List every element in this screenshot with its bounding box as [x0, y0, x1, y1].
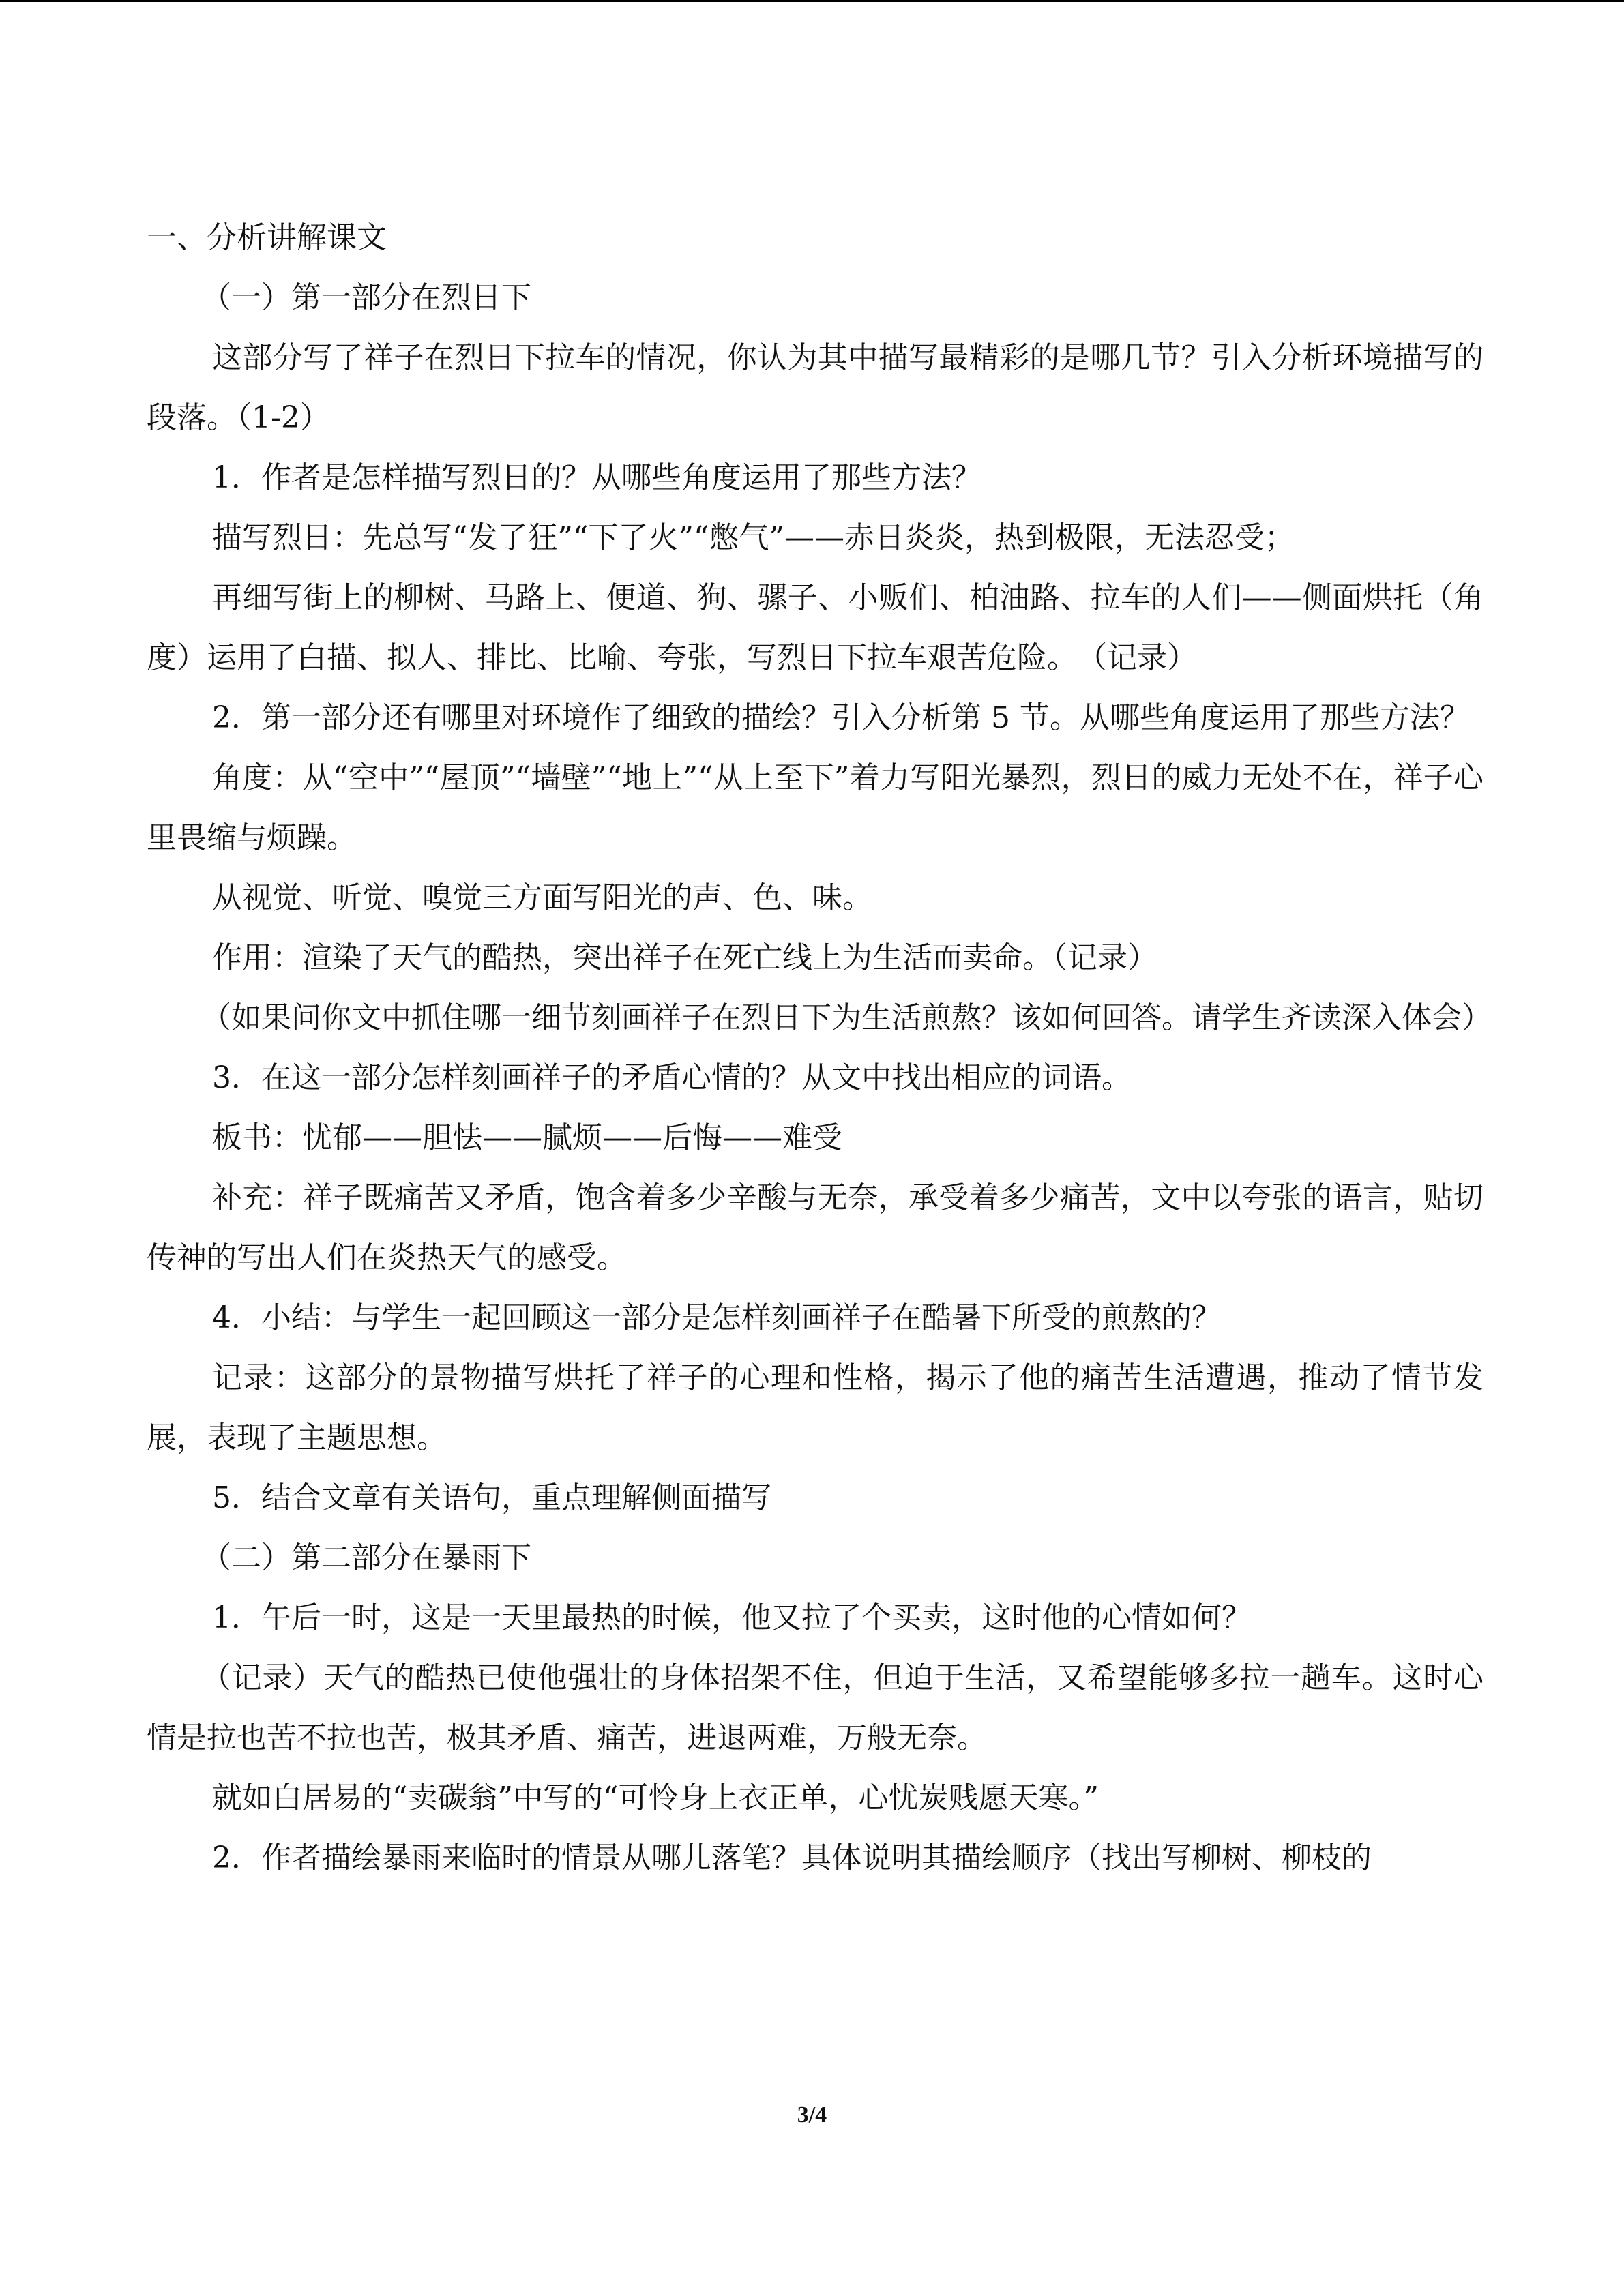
subsection-title-2: （二）第二部分在暴雨下	[201, 1540, 531, 1575]
paragraph: 从视觉、听觉、嗅觉三方面写阳光的声、色、味。	[212, 880, 872, 915]
paragraph: 这部分写了祥子在烈日下拉车的情况，你认为其中描写最精彩的是哪几节？引入分析环境描写的段落。（1-2）	[147, 340, 1483, 435]
paragraph: 5．结合文章有关语句，重点理解侧面描写	[212, 1480, 771, 1515]
paragraph: 3．在这一部分怎样刻画祥子的矛盾心情的？从文中找出相应的词语。	[212, 1060, 1132, 1095]
paragraph: 作用：渲染了天气的酷热，突出祥子在死亡线上为生活而卖命。（记录）	[212, 940, 1157, 975]
page-number: 3/4	[797, 2102, 827, 2128]
paragraph: 1．午后一时，这是一天里最热的时候，他又拉了个买卖，这时他的心情如何？	[212, 1600, 1252, 1635]
paragraph: （记录）天气的酷热已使他强壮的身体招架不住，但迫于生活，又希望能够多拉一趟车。这时心情是拉也苦不拉也苦，极其矛盾、痛苦，进退两难，万般无奈。	[147, 1660, 1483, 1755]
paragraph: 描写烈日：先总写“发了狂”“下了火”“憋气”——赤日炎炎，热到极限，无法忍受；	[212, 520, 1295, 555]
paragraph: 2．作者描绘暴雨来临时的情景从哪儿落笔？具体说明其描绘顺序（找出写柳树、柳枝的	[212, 1840, 1372, 1875]
paragraph: 再细写街上的柳树、马路上、便道、狗、骡子、小贩们、柏油路、拉车的人们——侧面烘托（角度）运用了白描、拟人、排比、比喻、夸张，写烈日下拉车艰苦危险。 （记录）	[147, 580, 1483, 675]
paragraph: 就如白居易的“卖碳翁”中写的“可怜身上衣正单，心忧炭贱愿天寒。”	[212, 1780, 1099, 1815]
paragraph: 记录：这部分的景物描写烘托了祥子的心理和性格，揭示了他的痛苦生活遭遇，推动了情节发展，表现了主题思想。	[147, 1360, 1483, 1455]
top-border-line	[0, 0, 1624, 2]
paragraph: 补充：祥子既痛苦又矛盾，饱含着多少辛酸与无奈，承受着多少痛苦，文中以夸张的语言，贴切传神的写出人们在炎热天气的感受。	[147, 1180, 1483, 1275]
subsection-title-1: （一）第一部分在烈日下	[201, 280, 531, 315]
document-body	[147, 208, 1492, 1888]
paragraph: 角度：从“空中”“屋顶”“墙壁”“地上”“从上至下”着力写阳光暴烈，烈日的威力无处不在，祥子心里畏缩与烦躁。	[147, 760, 1483, 855]
paragraph: 1．作者是怎样描写烈日的？从哪些角度运用了那些方法？	[212, 460, 981, 495]
section-heading: 一、分析讲解课文	[147, 220, 387, 255]
paragraph: （如果问你文中抓住哪一细节刻画祥子在烈日下为生活煎熬？该如何回答。请学生齐读深入体会）	[201, 1000, 1492, 1035]
paragraph: 2．第一部分还有哪里对环境作了细致的描绘？引入分析第 5 节。从哪些角度运用了那些方法？	[212, 700, 1470, 735]
paragraph: 板书：忧郁——胆怯——腻烦——后悔——难受	[212, 1120, 842, 1155]
paragraph: 4．小结：与学生一起回顾这一部分是怎样刻画祥子在酷暑下所受的煎熬的？	[212, 1300, 1222, 1335]
